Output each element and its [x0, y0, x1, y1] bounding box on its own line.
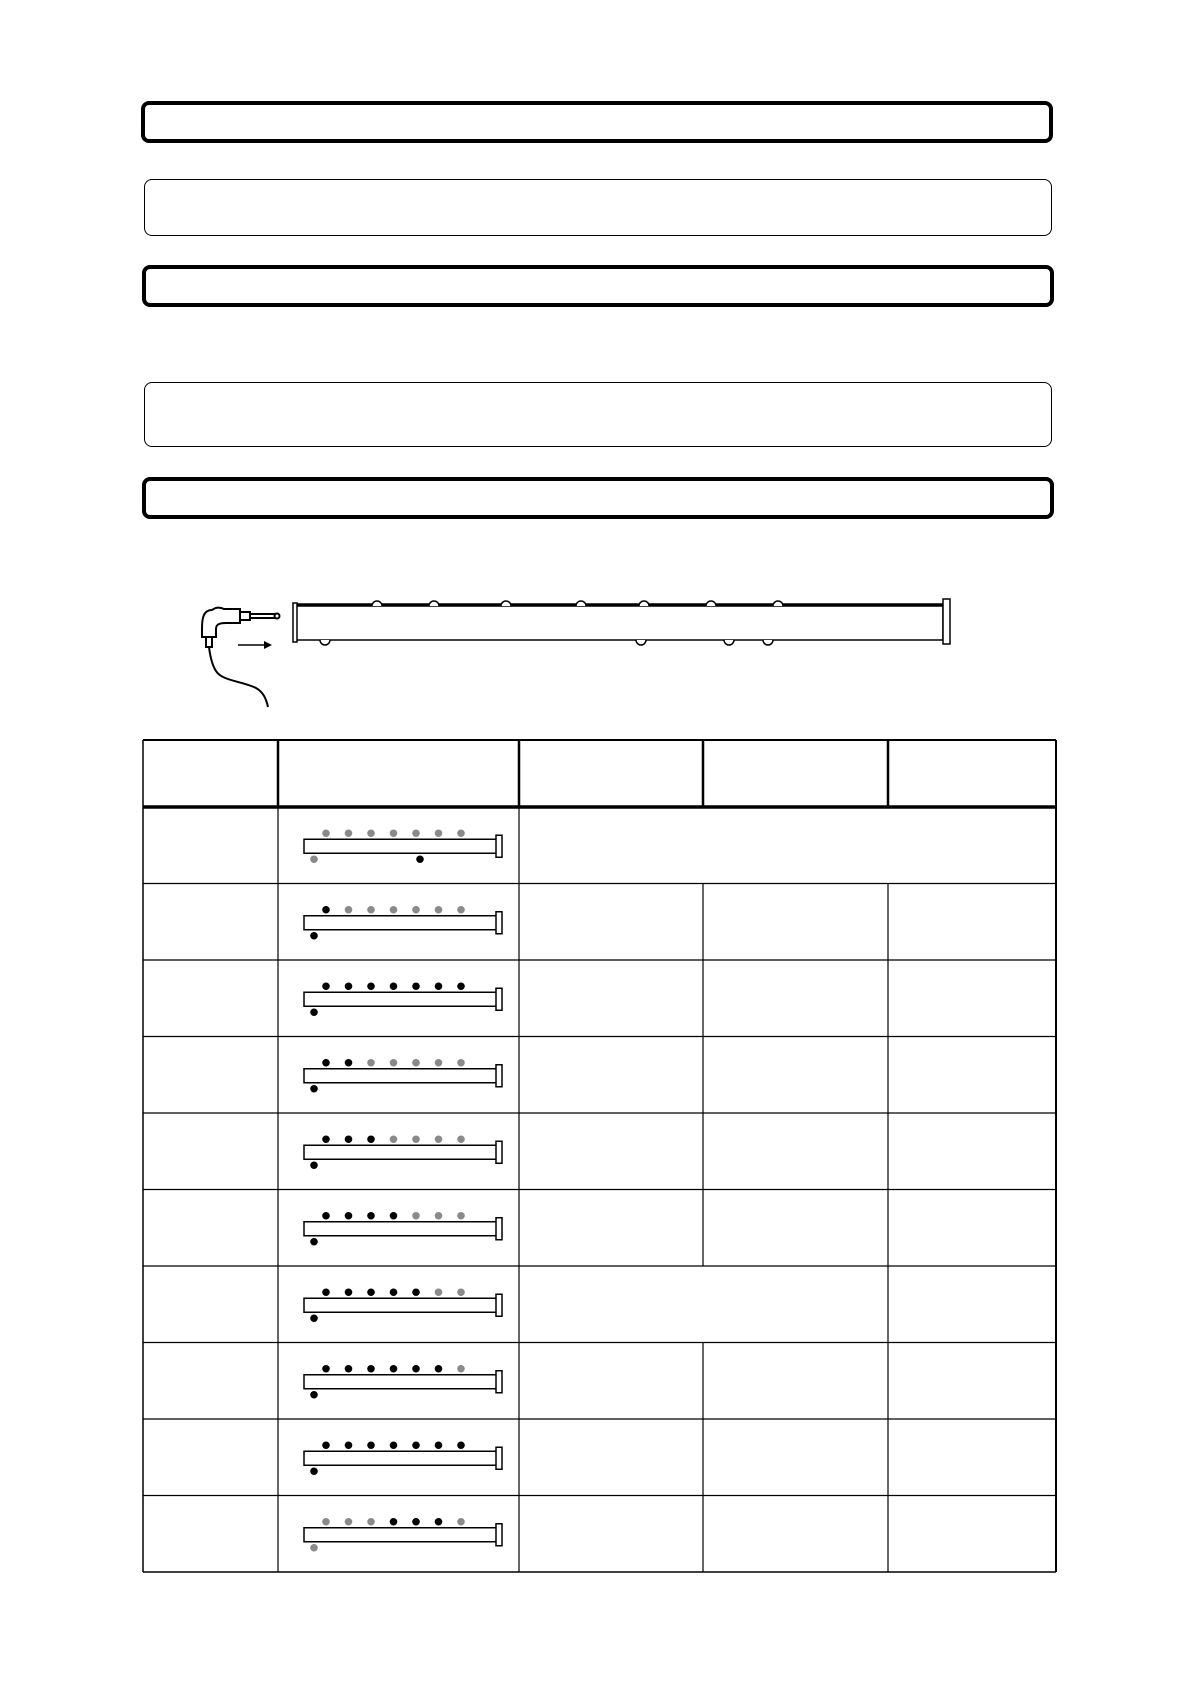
finger-hole-dot — [435, 1212, 443, 1220]
mini-pipe-end — [496, 912, 502, 934]
finger-hole-dot — [457, 1441, 465, 1449]
thumb-hole-dot — [310, 932, 318, 940]
finger-hole-dot — [367, 1365, 375, 1373]
mini-pipe — [304, 1222, 497, 1236]
finger-hole-dot — [412, 1288, 420, 1296]
mini-pipe — [304, 992, 497, 1006]
finger-hole-dot — [412, 906, 420, 914]
finger-hole-dot — [322, 1059, 330, 1067]
mini-pipe-end — [496, 1141, 502, 1163]
mini-pipe — [304, 1451, 497, 1465]
finger-hole-dot — [345, 829, 353, 837]
finger-hole-dot — [367, 906, 375, 914]
mini-pipe — [304, 1298, 497, 1312]
finger-hole-dot — [390, 829, 398, 837]
finger-hole-dot — [390, 1135, 398, 1143]
thumb-hole-dot — [310, 1544, 318, 1552]
finger-hole-dot — [322, 1135, 330, 1143]
finger-hole-dot — [390, 1365, 398, 1373]
finger-hole-dot — [322, 982, 330, 990]
finger-hole-dot — [322, 1441, 330, 1449]
pipe-drawing — [293, 599, 950, 645]
text-box-2 — [144, 382, 1052, 447]
mini-pipe-end — [496, 1294, 502, 1316]
mini-pipe-end — [496, 988, 502, 1010]
instrument-diagram — [180, 585, 970, 715]
finger-hole-dot — [390, 1059, 398, 1067]
finger-hole-dot — [412, 1518, 420, 1526]
finger-hole-dot — [345, 1059, 353, 1067]
finger-hole-dot — [322, 906, 330, 914]
finger-hole-dot — [457, 1059, 465, 1067]
finger-hole-dot — [322, 1212, 330, 1220]
thumb-hole-dot — [310, 1161, 318, 1169]
mini-pipe — [304, 1145, 497, 1159]
finger-hole-dot — [435, 982, 443, 990]
finger-hole-dot — [412, 1135, 420, 1143]
finger-hole-dot — [435, 1441, 443, 1449]
finger-hole-dot — [367, 1212, 375, 1220]
finger-hole-dot — [367, 1059, 375, 1067]
mini-pipe — [304, 839, 497, 853]
plug-icon — [202, 608, 280, 707]
finger-hole-dot — [435, 1288, 443, 1296]
section-bar-2 — [142, 265, 1054, 307]
finger-hole-dot — [435, 1135, 443, 1143]
finger-hole-dot — [345, 1365, 353, 1373]
finger-hole-dot — [367, 982, 375, 990]
section-bar-1 — [141, 101, 1053, 143]
finger-hole-dot — [435, 1365, 443, 1373]
arrow-icon — [238, 641, 272, 649]
mini-pipe — [304, 1528, 497, 1542]
section-bar-3 — [142, 477, 1054, 519]
finger-hole-dot — [390, 1441, 398, 1449]
mini-pipe-end — [496, 1447, 502, 1469]
mini-pipe-end — [496, 1371, 502, 1393]
finger-hole-dot — [412, 982, 420, 990]
finger-hole-dot — [412, 1441, 420, 1449]
finger-hole-dot — [457, 1518, 465, 1526]
finger-hole-dot — [435, 829, 443, 837]
finger-hole-dot — [345, 1135, 353, 1143]
finger-hole-dot — [412, 1059, 420, 1067]
finger-hole-dot — [367, 829, 375, 837]
finger-hole-dot — [345, 1441, 353, 1449]
mini-pipe — [304, 1069, 497, 1083]
finger-hole-dot — [345, 1288, 353, 1296]
finger-hole-dot — [390, 982, 398, 990]
text-box-1 — [144, 179, 1052, 236]
finger-hole-dot — [435, 1059, 443, 1067]
extra-hole-dot — [416, 855, 424, 863]
mini-pipe-end — [496, 1065, 502, 1087]
finger-hole-dot — [412, 1212, 420, 1220]
finger-hole-dot — [390, 906, 398, 914]
finger-hole-dot — [457, 1135, 465, 1143]
finger-hole-dot — [367, 1288, 375, 1296]
thumb-hole-dot — [310, 1008, 318, 1016]
finger-hole-dot — [367, 1441, 375, 1449]
finger-hole-dot — [457, 1212, 465, 1220]
finger-hole-dot — [390, 1212, 398, 1220]
thumb-hole-dot — [310, 1467, 318, 1475]
finger-hole-dot — [435, 1518, 443, 1526]
finger-hole-dot — [457, 1288, 465, 1296]
mini-pipe-end — [496, 1218, 502, 1240]
finger-hole-dot — [457, 982, 465, 990]
finger-hole-dot — [345, 1518, 353, 1526]
finger-hole-dot — [345, 982, 353, 990]
finger-hole-dot — [435, 906, 443, 914]
finger-hole-dot — [457, 906, 465, 914]
mini-pipe — [304, 1375, 497, 1389]
finger-hole-dot — [322, 1365, 330, 1373]
finger-hole-dot — [367, 1518, 375, 1526]
thumb-hole-dot — [310, 1314, 318, 1322]
thumb-hole-dot — [310, 1391, 318, 1399]
finger-hole-dot — [345, 906, 353, 914]
finger-hole-dot — [457, 1365, 465, 1373]
fingering-table-grid — [142, 739, 1057, 1574]
thumb-hole-dot — [310, 1238, 318, 1246]
finger-hole-dot — [367, 1135, 375, 1143]
mini-pipe — [304, 916, 497, 930]
finger-hole-dot — [390, 1518, 398, 1526]
finger-hole-dot — [457, 829, 465, 837]
finger-hole-dot — [345, 1212, 353, 1220]
thumb-hole-dot — [310, 1085, 318, 1093]
mini-pipe-end — [496, 835, 502, 857]
finger-hole-dot — [412, 1365, 420, 1373]
finger-hole-dot — [322, 1288, 330, 1296]
finger-hole-dot — [390, 1288, 398, 1296]
finger-hole-dot — [322, 829, 330, 837]
thumb-hole-dot — [310, 855, 318, 863]
fingering-table — [142, 739, 1057, 1574]
finger-hole-dot — [412, 829, 420, 837]
finger-hole-dot — [322, 1518, 330, 1526]
mini-pipe-end — [496, 1524, 502, 1546]
